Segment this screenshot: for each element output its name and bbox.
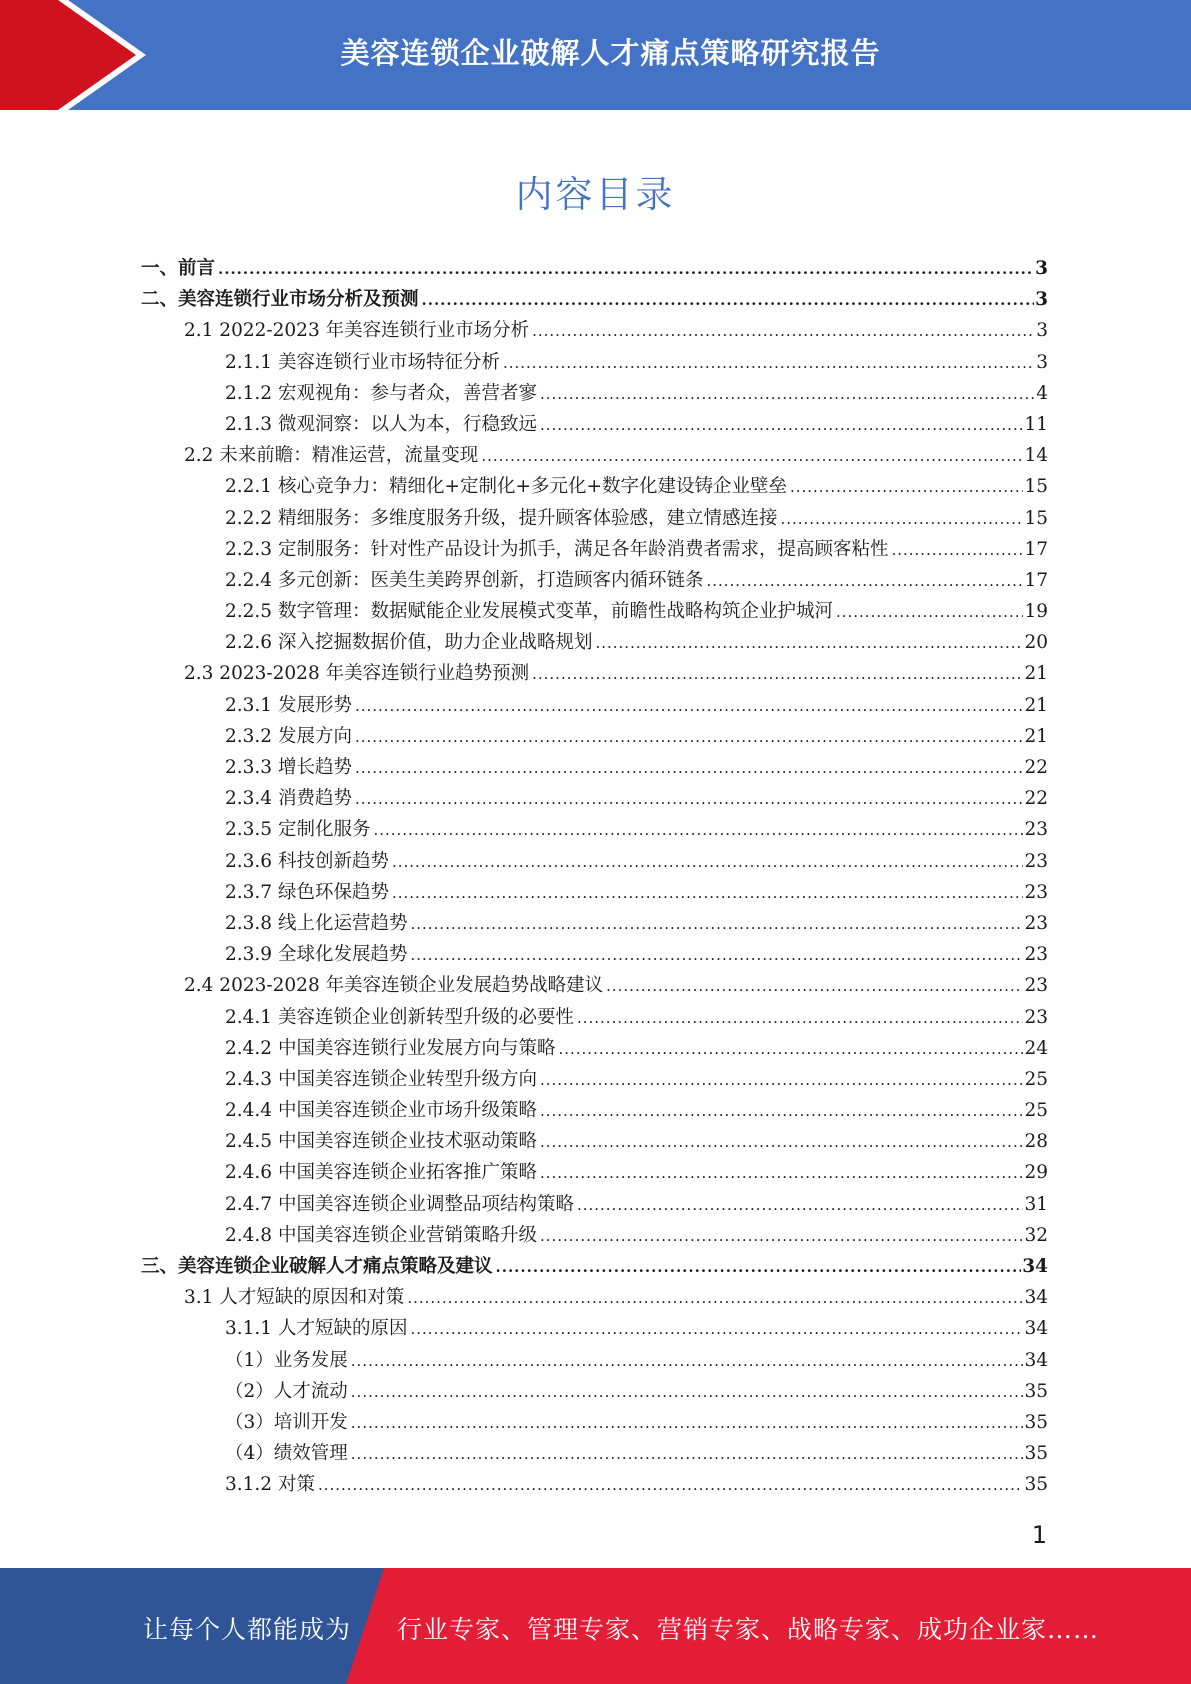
toc-dot-leader: [410, 940, 1023, 971]
toc-dot-leader: [540, 1221, 1023, 1252]
toc-dot-leader: [606, 971, 1023, 1002]
toc-entry-page: 23: [1024, 881, 1048, 903]
toc-dot-leader: [780, 504, 1023, 535]
toc-dot-leader: [355, 722, 1024, 753]
toc-dot-leader: [351, 1377, 1024, 1408]
toc-entry-label: 2.3.8 线上化运营趋势: [225, 912, 408, 934]
toc-entry-label: 2.4.7 中国美容连锁企业调整品项结构策略: [225, 1193, 574, 1215]
toc-dot-leader: [790, 472, 1023, 503]
toc-entry[interactable]: [141, 627, 1048, 658]
toc-dot-leader: [373, 815, 1023, 846]
toc-entry-page: 34: [1022, 1256, 1048, 1277]
toc-entry[interactable]: [141, 253, 1048, 284]
toc-entry-page: 22: [1024, 788, 1048, 810]
toc-dot-leader: [318, 1470, 1024, 1501]
toc-entry-label: 2.1.1 美容连锁行业市场特征分析: [225, 351, 500, 373]
toc-entry[interactable]: [141, 1220, 1048, 1251]
toc-entry-page: 17: [1024, 538, 1048, 560]
toc-entry[interactable]: [141, 877, 1048, 908]
toc-entry-page: 23: [1024, 1006, 1048, 1028]
toc-entry-page: 23: [1024, 819, 1048, 841]
toc-entry-label: 2.4.1 美容连锁企业创新转型升级的必要性: [225, 1006, 574, 1028]
toc-entry-label: 2.2.5 数字管理：数据赋能企业发展模式变革，前瞻性战略构筑企业护城河: [225, 601, 833, 623]
report-footer: [0, 1568, 1191, 1684]
toc-dot-leader: [407, 1283, 1023, 1314]
toc-entry-page: 35: [1024, 1380, 1048, 1402]
toc-dot-leader: [496, 1252, 1022, 1283]
toc-entry[interactable]: [141, 908, 1048, 939]
toc-entry-label: 2.3.7 绿色环保趋势: [225, 881, 389, 903]
toc-entry[interactable]: [141, 347, 1048, 378]
toc-entry-page: 21: [1024, 694, 1048, 716]
toc-entry[interactable]: [141, 565, 1048, 596]
toc-entry-label: 2.3 2023-2028 年美容连锁行业趋势预测: [184, 663, 530, 685]
toc-entry-label: 2.3.1 发展形势: [225, 694, 352, 716]
toc-entry[interactable]: [141, 1313, 1048, 1344]
toc-dot-leader: [540, 1127, 1023, 1158]
toc-entry-label: 2.3.9 全球化发展趋势: [225, 944, 408, 966]
footer-slogan-left: 让每个人都能成为: [143, 1615, 352, 1644]
toc-entry-label: 2.1.2 宏观视角：参与者众，善营者寥: [225, 382, 537, 404]
toc-entry[interactable]: [141, 534, 1048, 565]
toc-entry[interactable]: [141, 1345, 1048, 1376]
toc-heading: 内容目录: [515, 173, 676, 216]
toc-dot-leader: [540, 1096, 1023, 1127]
toc-entry-page: 25: [1024, 1068, 1048, 1090]
toc-dot-leader: [595, 628, 1023, 659]
toc-entry[interactable]: [141, 783, 1048, 814]
toc-entry-page: 34: [1024, 1318, 1048, 1340]
toc-entry-label: （2）人才流动: [225, 1380, 348, 1402]
toc-dot-leader: [355, 784, 1024, 815]
toc-dot-leader: [351, 1408, 1024, 1439]
toc-entry-label: 3.1 人才短缺的原因和对策: [184, 1287, 405, 1309]
toc-entry-page: 15: [1024, 507, 1048, 529]
toc-entry-page: 20: [1024, 632, 1048, 654]
toc-entry-page: 31: [1024, 1193, 1048, 1215]
toc-entry-label: 二、美容连锁行业市场分析及预测: [141, 289, 419, 311]
toc-dot-leader: [532, 316, 1035, 347]
toc-entry-label: 三、美容连锁企业破解人才痛点策略及建议: [141, 1256, 493, 1277]
toc-entry-page: 34: [1024, 1349, 1048, 1371]
toc-entry-label: 2.2.6 深入挖掘数据价值，助力企业战略规划: [225, 632, 593, 654]
toc-entry-label: 2.2.3 定制服务：针对性产品设计为抓手，满足各年龄消费者需求，提高顾客粘性: [225, 538, 889, 560]
toc-entry[interactable]: [141, 721, 1048, 752]
toc-entry-page: 24: [1024, 1037, 1048, 1059]
toc-entry-label: 2.3.2 发展方向: [225, 725, 352, 747]
toc-dot-leader: [836, 597, 1023, 628]
toc-dot-leader: [540, 1065, 1023, 1096]
toc-entry-label: 2.4.6 中国美容连锁企业拓客推广策略: [225, 1162, 537, 1184]
toc-dot-leader: [540, 379, 1035, 410]
toc-entry-label: 2.3.4 消费趋势: [225, 788, 352, 810]
toc-entry-label: 2.3.5 定制化服务: [225, 819, 371, 841]
toc-entry[interactable]: [141, 1033, 1048, 1064]
report-title: 美容连锁企业破解人才痛点策略研究报告: [340, 36, 881, 70]
table-of-contents: [141, 253, 1048, 1501]
toc-entry-page: 29: [1024, 1162, 1048, 1184]
toc-entry-label: （1）业务发展: [225, 1349, 348, 1371]
toc-entry-page: 23: [1024, 850, 1048, 872]
toc-entry-label: 2.1.3 微观洞察：以人为本，行稳致远: [225, 413, 537, 435]
toc-entry[interactable]: [141, 1189, 1048, 1220]
toc-dot-leader: [355, 753, 1024, 784]
toc-entry-label: 2.4.5 中国美容连锁企业技术驱动策略: [225, 1131, 537, 1153]
toc-entry[interactable]: [141, 409, 1048, 440]
report-header: [0, 0, 1191, 110]
toc-entry-page: 4: [1036, 382, 1048, 404]
toc-dot-leader: [410, 1314, 1023, 1345]
toc-entry[interactable]: [141, 1126, 1048, 1157]
toc-entry-page: 3: [1035, 289, 1048, 311]
toc-entry-label: 2.3.6 科技创新趋势: [225, 850, 389, 872]
page-number: 1: [1031, 1521, 1047, 1549]
toc-entry[interactable]: [141, 658, 1048, 689]
toc-dot-leader: [218, 254, 1034, 285]
toc-entry-page: 21: [1024, 725, 1048, 747]
toc-entry[interactable]: [141, 939, 1048, 970]
toc-entry-page: 21: [1024, 663, 1048, 685]
toc-entry-page: 28: [1024, 1131, 1048, 1153]
toc-entry-page: 15: [1024, 476, 1048, 498]
toc-entry-page: 3: [1036, 351, 1048, 373]
toc-dot-leader: [392, 847, 1023, 878]
footer-slogan-right: 行业专家、管理专家、营销专家、战略专家、成功企业家……: [397, 1615, 1100, 1644]
toc-entry[interactable]: [141, 1064, 1048, 1095]
toc-entry-label: 2.2.4 多元创新：医美生美跨界创新，打造顾客内循环链条: [225, 569, 704, 591]
toc-dot-leader: [540, 410, 1023, 441]
toc-entry[interactable]: [141, 1469, 1048, 1500]
toc-dot-leader: [410, 909, 1023, 940]
toc-entry[interactable]: [141, 752, 1048, 783]
toc-entry-page: 14: [1024, 445, 1048, 467]
toc-dot-leader: [577, 1190, 1023, 1221]
toc-entry-label: 2.1 2022-2023 年美容连锁行业市场分析: [184, 320, 530, 342]
toc-dot-leader: [351, 1346, 1024, 1377]
toc-entry[interactable]: [141, 1438, 1048, 1469]
toc-entry-label: 一、前言: [141, 258, 216, 279]
toc-entry-label: 2.4.8 中国美容连锁企业营销策略升级: [225, 1224, 537, 1246]
toc-entry[interactable]: [141, 503, 1048, 534]
toc-entry-label: （3）培训开发: [225, 1411, 348, 1433]
toc-entry-page: 19: [1024, 601, 1048, 623]
toc-entry[interactable]: [141, 970, 1048, 1001]
toc-entry-page: 34: [1024, 1287, 1048, 1309]
toc-entry-page: 17: [1024, 569, 1048, 591]
toc-entry[interactable]: [141, 378, 1048, 409]
toc-entry-label: 2.2 未来前瞻：精准运营，流量变现: [184, 445, 479, 467]
toc-entry[interactable]: [141, 814, 1048, 845]
toc-dot-leader: [351, 1439, 1024, 1470]
toc-entry-page: 22: [1024, 757, 1048, 778]
toc-entry[interactable]: [141, 846, 1048, 877]
toc-entry[interactable]: [141, 284, 1048, 315]
toc-dot-leader: [503, 348, 1035, 379]
toc-dot-leader: [706, 566, 1023, 597]
toc-entry[interactable]: [141, 1376, 1048, 1407]
toc-entry-label: 3.1.2 对策: [225, 1474, 315, 1496]
toc-entry-label: 2.2.1 核心竞争力：精细化+定制化+多元化+数字化建设铸企业壁垒: [225, 476, 787, 498]
toc-entry[interactable]: [141, 1095, 1048, 1126]
toc-entry[interactable]: [141, 440, 1048, 471]
toc-dot-leader: [577, 1003, 1023, 1034]
toc-dot-leader: [532, 659, 1023, 690]
toc-entry[interactable]: [141, 1407, 1048, 1438]
toc-entry-page: 3: [1035, 258, 1048, 279]
toc-entry-label: 2.3.3 增长趋势: [225, 757, 352, 778]
toc-entry[interactable]: [141, 690, 1048, 721]
toc-dot-leader: [355, 691, 1024, 722]
toc-entry[interactable]: [141, 1157, 1048, 1188]
toc-entry-label: 2.4.4 中国美容连锁企业市场升级策略: [225, 1100, 537, 1122]
toc-entry-page: 23: [1024, 912, 1048, 934]
toc-entry-page: 35: [1024, 1443, 1048, 1465]
toc-entry-page: 11: [1024, 413, 1048, 435]
toc-entry[interactable]: [141, 1282, 1048, 1313]
toc-entry-page: 25: [1024, 1100, 1048, 1122]
toc-entry-page: 35: [1024, 1474, 1048, 1496]
toc-entry-page: 32: [1024, 1224, 1048, 1246]
toc-entry-label: 3.1.1 人才短缺的原因: [225, 1318, 408, 1340]
toc-entry[interactable]: [141, 315, 1048, 346]
toc-entry-label: 2.2.2 精细服务：多维度服务升级，提升顾客体验感，建立情感连接: [225, 507, 778, 529]
toc-dot-leader: [422, 285, 1035, 316]
toc-entry-label: 2.4.2 中国美容连锁行业发展方向与策略: [225, 1037, 556, 1059]
toc-dot-leader: [392, 878, 1023, 909]
toc-entry-label: 2.4 2023-2028 年美容连锁企业发展趋势战略建议: [184, 975, 604, 997]
toc-entry-page: 3: [1036, 320, 1048, 342]
toc-entry[interactable]: [141, 471, 1048, 502]
toc-entry-label: 2.4.3 中国美容连锁企业转型升级方向: [225, 1068, 537, 1090]
toc-dot-leader: [540, 1158, 1023, 1189]
toc-entry-page: 35: [1024, 1411, 1048, 1433]
toc-entry-label: （4）绩效管理: [225, 1443, 348, 1465]
toc-dot-leader: [891, 535, 1023, 566]
toc-entry[interactable]: [141, 596, 1048, 627]
toc-entry-page: 23: [1024, 944, 1048, 966]
toc-entry[interactable]: [141, 1251, 1048, 1282]
toc-dot-leader: [481, 441, 1023, 472]
toc-entry-page: 23: [1024, 975, 1048, 997]
toc-dot-leader: [558, 1034, 1023, 1065]
toc-entry[interactable]: [141, 1002, 1048, 1033]
